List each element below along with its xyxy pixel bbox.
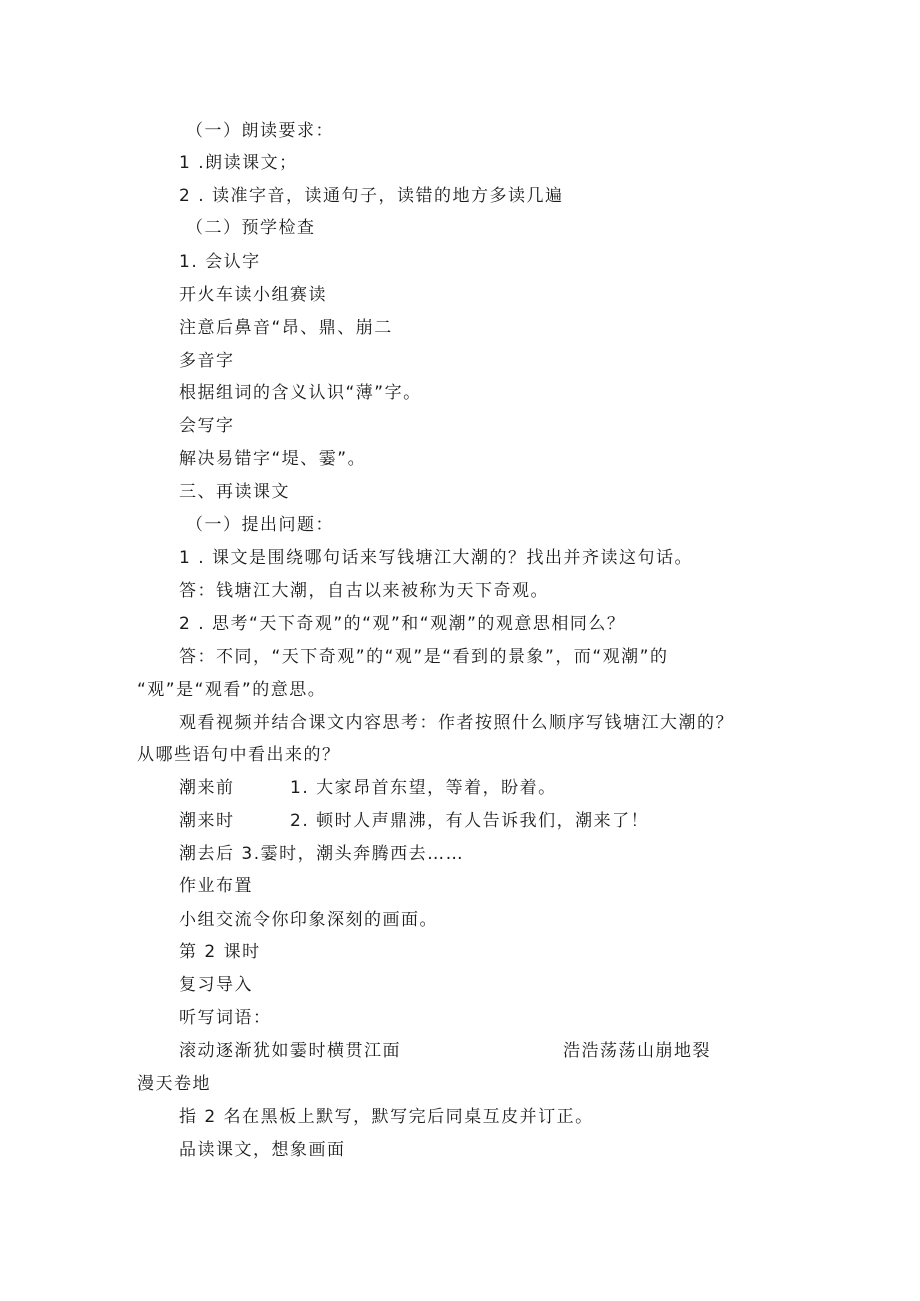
tide-row-text: 2. 顿时人声鼎沸，有人告诉我们，潮来了！ [290, 811, 650, 831]
section-heading-reread: 三、再读课文 [179, 482, 290, 502]
answer-line-continued: “观”是“观看”的意思。 [137, 680, 327, 700]
section-heading-homework: 作业布置 [179, 876, 253, 896]
dictation-words-continued: 漫天卷地 [137, 1074, 211, 1094]
paragraph-line: 观看视频并结合课文内容思考：作者按照什么顺序写钱塘江大潮的？ [179, 713, 734, 733]
tide-row-label: 潮来时 [179, 811, 235, 831]
list-item: 2 . 读准字音，读通句子，读错的地方多读几遍 [179, 186, 564, 206]
text-line: 开火车读小组赛读 [179, 285, 327, 305]
tide-row-after: 潮去后 3.霎时，潮头奔腾西去…… [179, 844, 465, 864]
dictation-words-row [179, 1039, 711, 1063]
section-heading-reading-requirements: （一）朗读要求： [186, 121, 334, 141]
answer-line: 答：不同，“天下奇观”的“观”是“看到的景象”，而“观潮”的 [179, 647, 669, 667]
lesson-heading: 第 2 课时 [179, 942, 261, 962]
section-heading-preview-check: （二）预学检查 [186, 218, 316, 238]
text-line: 根据组词的含义认识“薄”字。 [179, 383, 422, 403]
text-line: 听写词语： [179, 1008, 272, 1028]
text-line: 解决易错字“堤、霎”。 [179, 449, 367, 469]
section-heading-questions: （一）提出问题： [186, 515, 334, 535]
text-line: 注意后鼻音“昂、鼎、崩二 [179, 318, 393, 338]
tide-row-before [179, 776, 557, 800]
list-item: 1 .朗读课文； [179, 153, 298, 173]
text-line: 小组交流令你印象深刻的画面。 [179, 910, 438, 930]
text-line: 多音字 [179, 351, 235, 371]
text-line: 会写字 [179, 416, 235, 436]
paragraph-line-continued: 从哪些语句中看出来的？ [137, 745, 341, 765]
section-heading-review: 复习导入 [179, 975, 253, 995]
dictation-words-right: 浩浩荡荡山崩地裂 [563, 1041, 711, 1061]
list-item: 1 . 课文是围绕哪句话来写钱塘江大潮的？找出并齐读这句话。 [179, 548, 694, 568]
list-item: 2 . 思考“天下奇观”的“观”和“观潮”的观意思相同么？ [179, 614, 626, 634]
text-line: 指 2 名在黑板上默写，默写完后同桌互皮并订正。 [179, 1107, 594, 1127]
tide-row-during [179, 809, 650, 833]
text-line: 品读课文，想象画面 [179, 1140, 346, 1160]
answer-line: 答：钱塘江大潮，自古以来被称为天下奇观。 [179, 581, 549, 601]
list-item: 1. 会认字 [179, 252, 261, 272]
dictation-words-left: 滚动逐渐犹如霎时横贯江面 [179, 1041, 401, 1061]
tide-row-label: 潮来前 [179, 778, 235, 798]
tide-row-text: 1. 大家昂首东望，等着，盼着。 [290, 778, 557, 798]
